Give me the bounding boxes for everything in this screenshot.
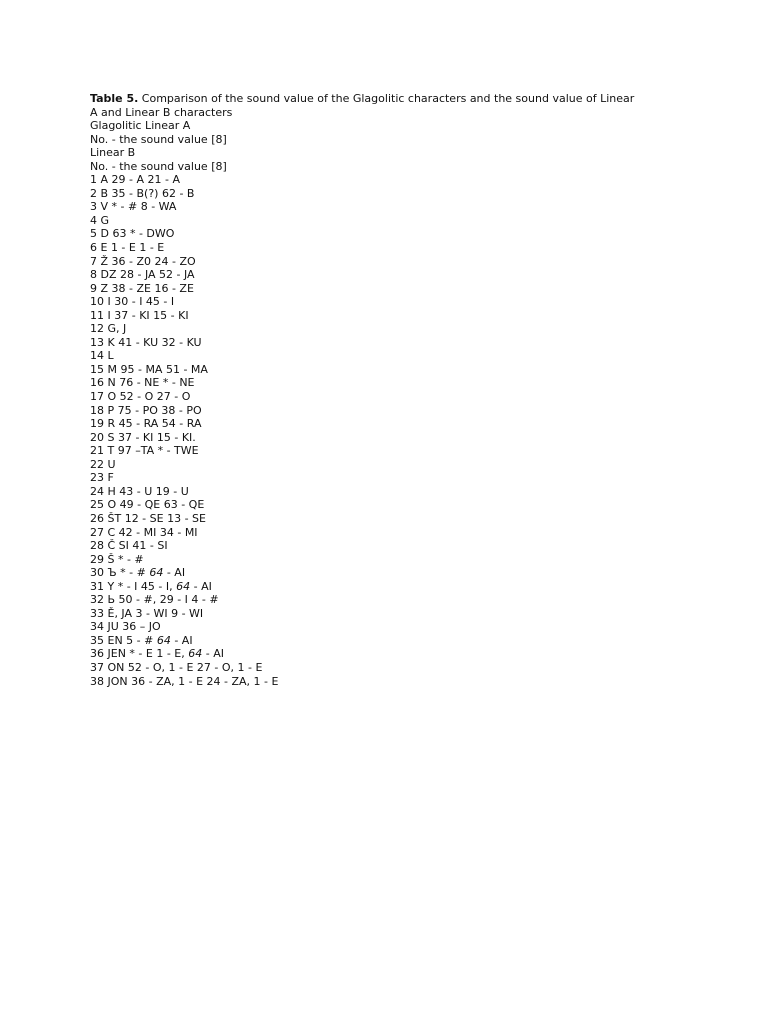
table-caption-label: Table 5. — [90, 92, 139, 105]
table-header-line: No. - the sound value [8] — [90, 159, 227, 173]
table-header-line: Linear B — [90, 146, 136, 160]
table-row-text: 38 JON 36 - ZA, 1 - E 24 - ZA, 1 - E — [90, 674, 279, 688]
table-row — [90, 661, 690, 675]
table-row — [90, 539, 690, 553]
table-row-text: 5 D 63 * - DWO — [90, 227, 175, 241]
table-row — [90, 404, 690, 418]
table-row — [90, 607, 690, 621]
table-row-text: 8 DZ 28 - JA 52 - JA — [90, 268, 195, 282]
table-row — [90, 282, 690, 296]
table-row-text: 7 Ž 36 - Z0 24 - ZO — [90, 254, 196, 268]
table-row — [90, 526, 690, 540]
table-row — [90, 593, 690, 607]
table-row — [90, 566, 690, 580]
table-row-text: 24 H 43 - U 19 - U — [90, 484, 189, 498]
table-row-text: 22 U — [90, 457, 116, 471]
table-row — [90, 431, 690, 445]
table-row-text: 3 V * - # 8 - WA — [90, 200, 177, 214]
table-row-text: 14 L — [90, 349, 114, 363]
table-row — [90, 322, 690, 336]
table-row-text: - AI — [202, 647, 224, 661]
table-row — [90, 309, 690, 323]
table-row-text: 31 Y * - I 45 - I, — [90, 579, 177, 593]
table-row — [90, 268, 690, 282]
table-row — [90, 200, 690, 214]
table-row-text: 17 O 52 - O 27 - O — [90, 390, 191, 404]
table-row-text: 29 Š * - # — [90, 552, 144, 566]
table-row — [90, 173, 690, 187]
table-row — [90, 417, 690, 431]
table-row-text: 19 R 45 - RA 54 - RA — [90, 417, 202, 431]
table-row — [90, 553, 690, 567]
table-row-text: - AI — [190, 579, 212, 593]
table-row-text: - AI — [170, 633, 193, 647]
table-row-text: 9 Z 38 - ZE 16 - ZE — [90, 281, 194, 295]
table-row-text: 1 A 29 - A 21 - A — [90, 173, 180, 187]
table-row-text: 18 P 75 - PO 38 - PO — [90, 403, 202, 417]
table-header-line: No. - the sound value [8] — [90, 132, 227, 146]
table-row-text: 13 K 41 - KU 32 - KU — [90, 335, 202, 349]
table-row-text: 11 I 37 - KI 15 - KI — [90, 308, 189, 322]
table-row — [90, 187, 690, 201]
table-row-text: 34 JU 36 – JO — [90, 620, 161, 634]
table-row-italic-value: 64 — [176, 579, 191, 593]
table-row — [90, 512, 690, 526]
table-row — [90, 376, 690, 390]
table-row-text: 23 F — [90, 471, 114, 485]
table-row-text: 20 S 37 - KI 15 - KI. — [90, 430, 196, 444]
table-row-text: 2 B 35 - B(?) 62 - B — [90, 186, 195, 200]
table-row — [90, 647, 690, 661]
table-row-italic-value: 64 — [156, 633, 171, 647]
table-row — [90, 363, 690, 377]
table-row-text: 37 ON 52 - O, 1 - E 27 - O, 1 - E — [90, 660, 263, 674]
table-row — [90, 349, 690, 363]
table-row-text: 27 C 42 - MI 34 - MI — [90, 525, 198, 539]
table-row-text: 26 ŠT 12 - SE 13 - SE — [90, 511, 206, 525]
table-row-text: 4 G — [90, 213, 110, 227]
table-row — [90, 675, 690, 689]
table-row-text: 6 E 1 - E 1 - E — [90, 241, 165, 255]
table-row — [90, 241, 690, 255]
table-row — [90, 255, 690, 269]
table-row-text: 10 I 30 - I 45 - I — [90, 295, 175, 309]
table-row — [90, 295, 690, 309]
document-page — [90, 92, 690, 688]
table-rows — [90, 173, 690, 688]
table-row — [90, 471, 690, 485]
table-row — [90, 620, 690, 634]
table-row-text: 35 EN 5 - # — [90, 633, 157, 647]
table-row-text: 25 O 49 - QE 63 - QE — [90, 498, 205, 512]
table-row — [90, 444, 690, 458]
table-row — [90, 485, 690, 499]
table-row-text: 21 T 97 –TA * - TWE — [90, 444, 199, 458]
table-row — [90, 498, 690, 512]
table-row-italic-value: 64 — [188, 647, 203, 661]
table-row-text: 16 N 76 - NE * - NE — [90, 376, 195, 390]
table-row-text: 28 Č SI 41 - SI — [90, 539, 168, 553]
table-row — [90, 458, 690, 472]
table-row — [90, 580, 690, 594]
table-row-text: - AI — [163, 566, 186, 580]
table-row — [90, 634, 690, 648]
table-row-text: 15 M 95 - MA 51 - MA — [90, 362, 208, 376]
table-caption-text-line1: Comparison of the sound value of the Glagolitic characters and the sound value of Linear — [138, 92, 635, 105]
table-row-text: 36 JEN * - E 1 - E, — [90, 647, 189, 661]
table-row — [90, 336, 690, 350]
table-row — [90, 390, 690, 404]
table-row — [90, 214, 690, 228]
table-row-text: 30 Ъ * - # — [90, 566, 150, 580]
table-header-block — [90, 119, 690, 173]
table-row-text: 32 Ь 50 - #, 29 - I 4 - # — [90, 593, 219, 607]
table-row-text: 33 Ě, JA 3 - WI 9 - WI — [90, 606, 204, 620]
table-row-italic-value: 64 — [149, 566, 164, 580]
table-header-line: Glagolitic Linear A — [90, 119, 191, 133]
table-row-text: 12 G, J — [90, 322, 127, 336]
table-caption-text-line2: A and Linear B characters — [90, 105, 233, 119]
table-caption — [90, 92, 690, 106]
table-row — [90, 227, 690, 241]
